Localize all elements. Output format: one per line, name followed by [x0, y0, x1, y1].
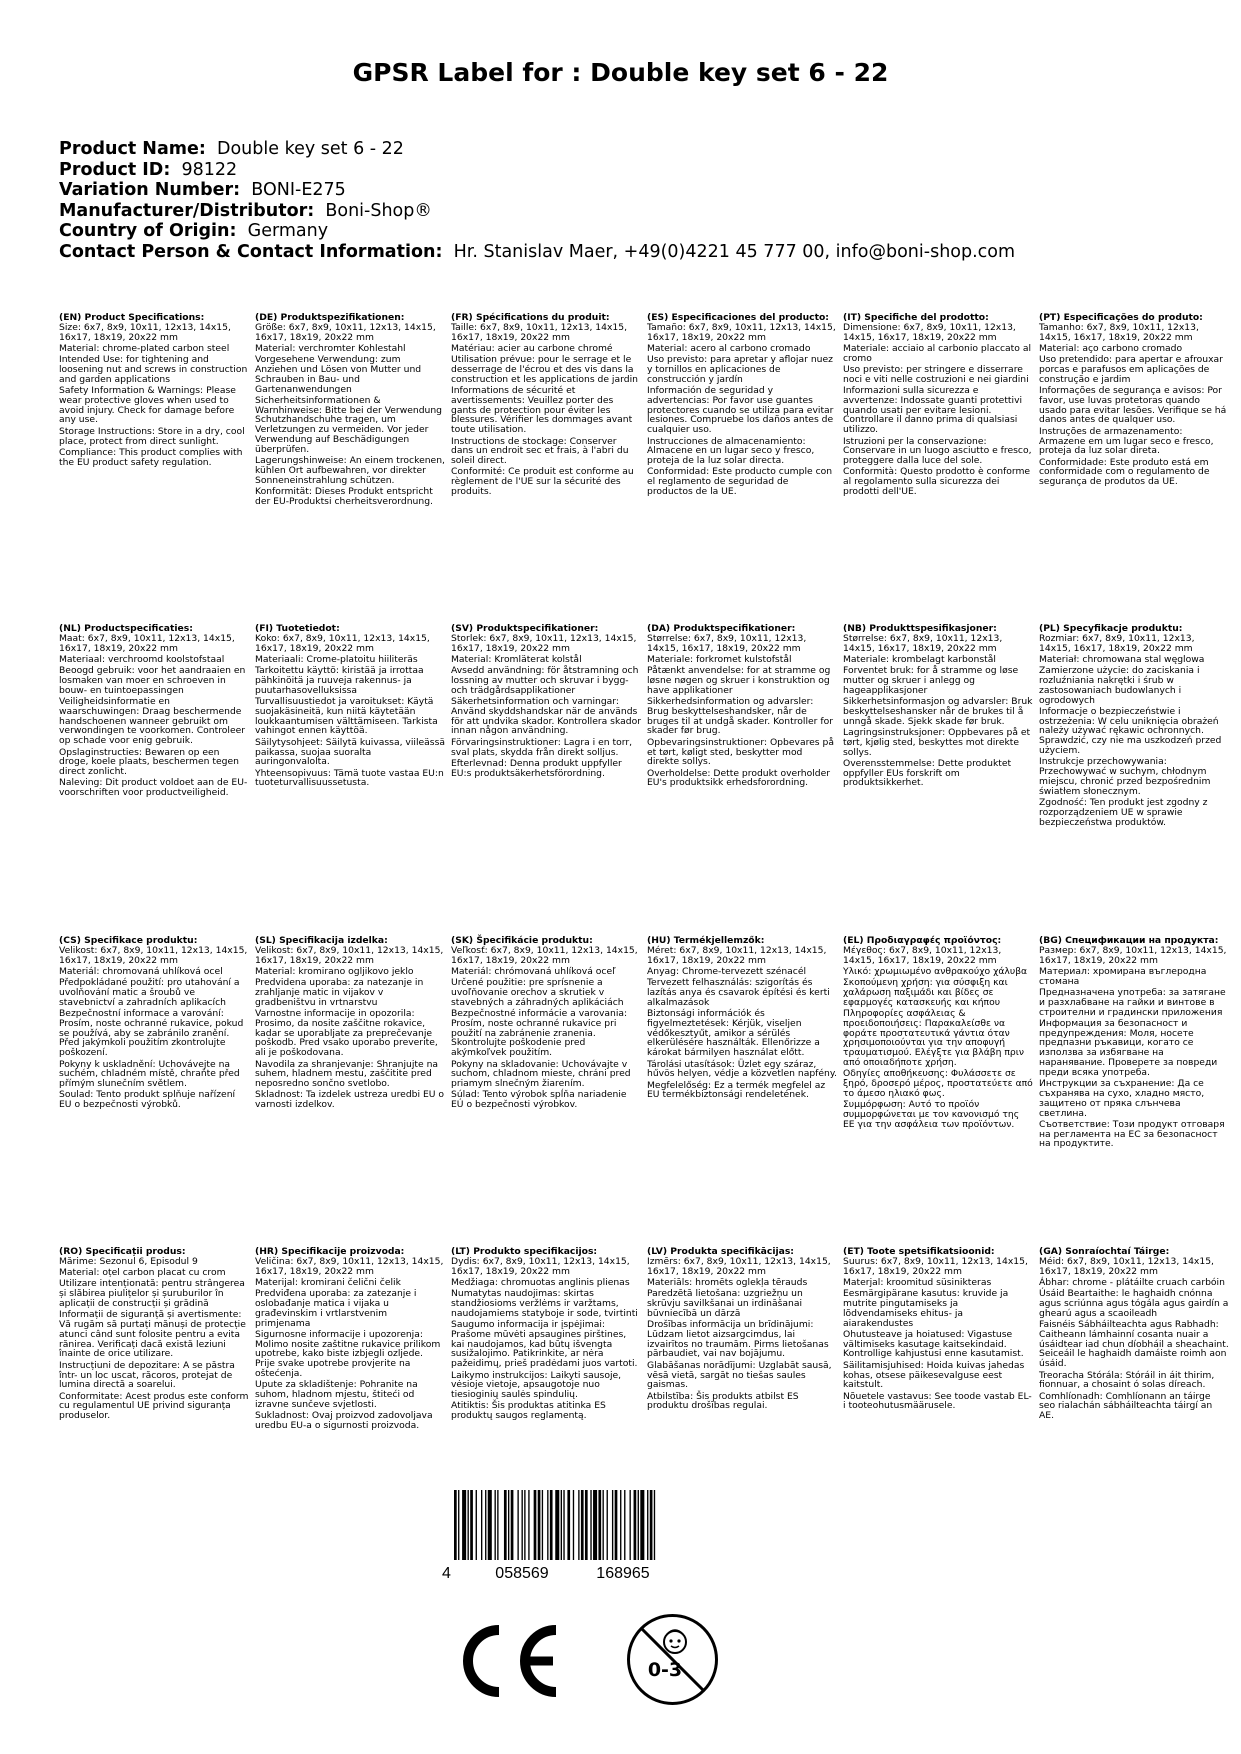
spec-paragraph: Информация за безопасност и предупреждения: Моля, носете предпазни ръкавици, когато се използва за избягване на наранявание. Проверете за повреди преди всяка употреба.	[1039, 1017, 1218, 1078]
spec-paragraph: Naleving: Dit product voldoet aan de EU-voorschriften voor productveiligheid.	[59, 777, 248, 799]
spec-paragraph: Predvidena uporaba: za natezanje in zrahljanje matic in vijakov v gradbeništvu in vrtnarstvu	[255, 977, 424, 1008]
product-info	[59, 139, 1015, 262]
barcode-bar	[481, 1490, 482, 1560]
spec-paragraph: Konformität: Dieses Produkt entspricht der EU-Produktsi cherheitsverordnung.	[255, 486, 433, 507]
spec-paragraph: Glabāšanas norādījumi: Uzglabāt sausā, vēsā vietā, sargāt no tiešas saules gaismas.	[647, 1359, 832, 1391]
spec-paragraph: Sikkerhetsinformasjon og advarsler: Bruk beskyttelseshansker når de brukes til å unngå skade. Sjekk skade før bruk.	[843, 696, 1033, 727]
barcode-bar	[468, 1490, 469, 1560]
spec-block	[255, 1247, 445, 1432]
spec-paragraph: Bezpečnostné informácie a varovania: Prosím, noste ochranné rukavice pri použití na zabránenie zranenia. Skontrolujte poškodenie pred akýmkoľvek použitím.	[451, 1008, 628, 1059]
spec-block	[59, 1247, 249, 1423]
spec-paragraph: Material: Kromläterat kolstål	[451, 653, 582, 665]
barcode-bar	[590, 1490, 591, 1560]
spec-paragraph: Materiale: forkromet kulstofstål	[647, 653, 792, 665]
info-label: Product Name:	[59, 139, 206, 159]
spec-paragraph: Materiál: chromovaná uhlíková ocel	[59, 965, 223, 977]
spec-paragraph: Μέγεθος: 6x7, 8x9, 10x11, 12x13, 14x15, 16x17, 18x19, 20x22 mm	[843, 944, 1002, 966]
spec-paragraph: Méid: 6x7, 8x9, 10x11, 12x13, 14x15, 16x17, 18x19, 20x22 mm	[1039, 1255, 1214, 1277]
spec-paragraph: Paredzētā lietošana: uzgriežņu un skrūvju savilkšanai un irdināšanai būvniecībā un dārzā	[647, 1288, 803, 1319]
spec-paragraph: Uso pretendido: para apertar e afrouxar porcas e parafusos em aplicações de construção e jardim	[1039, 354, 1223, 385]
spec-paragraph: Размер: 6x7, 8x9, 10x11, 12x13, 14x15, 16x17, 18x19, 20x22 mm	[1039, 944, 1227, 966]
info-label: Contact Person & Contact Information:	[59, 241, 443, 262]
spec-heading: (NB) Produkttspesifikasjoner:	[843, 623, 997, 634]
info-product-name	[59, 139, 1015, 160]
spec-paragraph: Lagerungshinweise: An einem trockenen, kühlen Ort aufbewahren, vor direkter Sonneneinstrahlung schützen.	[255, 455, 445, 486]
spec-block	[1039, 936, 1229, 1151]
spec-heading: (RO) Specificații produs:	[59, 1246, 186, 1257]
info-label: Product ID:	[59, 159, 171, 180]
spec-block	[647, 624, 837, 790]
spec-paragraph: Tárolási utasítások: Üzlet egy száraz, hűvös helyen, védje a közvetlen napfény.	[647, 1058, 837, 1080]
barcode-bar	[581, 1490, 584, 1560]
spec-paragraph: Instrukcje przechowywania: Przechowywać w suchym, chłodnym miejscu, chronić przed bezpośrednim światłem słonecznym.	[1039, 756, 1211, 797]
info-manufacturer	[59, 201, 1015, 222]
barcode-bar	[550, 1490, 553, 1560]
spec-paragraph: Instructions de stockage: Conserver dans un endroit sec et frais, à l'abri du soleil direct.	[451, 435, 629, 467]
spec-paragraph: Taille: 6x7, 8x9, 10x11, 12x13, 14x15, 16x17, 18x19, 20x22 mm	[451, 321, 628, 343]
barcode-bar	[497, 1490, 498, 1560]
spec-paragraph: Material: verchromter Kohlestahl	[255, 342, 406, 354]
spec-paragraph: Maat: 6x7, 8x9, 10x11, 12x13, 14x15, 16x17, 18x19, 20x22 mm	[59, 632, 235, 654]
spec-paragraph: Laikymo instrukcijos: Laikyti sausoje, vėsioje vietoje, apsaugotoje nuo tiesioginių saulės spindulių.	[451, 1369, 622, 1401]
spec-paragraph: Medžiaga: chromuotas anglinis plienas	[451, 1276, 630, 1288]
info-label: Country of Origin:	[59, 221, 237, 241]
spec-heading: (ET) Toote spetsifikatsioonid:	[843, 1246, 995, 1257]
spec-paragraph: Инструкции за съхранение: Да се съхранява на сухо, хладно място, защитено от пряка слънчева светлина.	[1039, 1078, 1205, 1119]
age-warning-label: 0-3	[647, 1659, 683, 1681]
spec-heading: (SK) Špecifikácie produktu:	[451, 935, 593, 946]
spec-block	[255, 313, 445, 508]
spec-paragraph: Izmērs: 6x7, 8x9, 10x11, 12x13, 14x15, 16x17, 18x19, 20x22 mm	[647, 1255, 831, 1277]
spec-paragraph: Veľkosť: 6x7, 8x9, 10x11, 12x13, 14x15, 16x17, 18x19, 20x22 mm	[451, 944, 638, 966]
barcode-bar	[485, 1490, 486, 1560]
spec-paragraph: Utilizare intenționată: pentru strângerea și slăbirea piulițelor și șuruburilor în aplicații de construcții și grădină	[59, 1278, 245, 1309]
spec-paragraph: Saugumo informacija ir įspėjimai: Prašome mūvėti apsaugines pirštines, kai naudojamos, kad būtų išvengta susižalojimo. Patikrinkite, ar nėra pažeidimų, prieš pradėdami juos vartoti.	[451, 1319, 638, 1370]
barcode-bar	[624, 1490, 625, 1560]
spec-heading: (FR) Spécifications du produit:	[451, 312, 610, 323]
spec-paragraph: Conformitate: Acest produs este conform cu regulamentul UE privind siguranța produselor.	[59, 1390, 249, 1422]
spec-paragraph: Úsáid Beartaithe: le haghaidh cnónna agus scriúnna agus tógála agus gairdín a ghearú agus a scaoileadh	[1039, 1288, 1229, 1319]
spec-paragraph: Eesmärgipärane kasutus: kruvide ja mutrite pingutamiseks ja lõdvendamiseks ehitus- ja aiarakendustes	[843, 1288, 1009, 1329]
barcode-bar	[542, 1490, 543, 1560]
spec-heading: (PL) Specyfikacje produktu:	[1039, 623, 1183, 634]
spec-paragraph: Opslaginstructies: Bewaren op een droge, koele plaats, beschermen tegen direct zonlicht.	[59, 746, 239, 778]
spec-paragraph: Beoogd gebruik: voor het aandraaien en losmaken van moer en schroeven in bouw- en tuintoepassingen	[59, 665, 246, 696]
spec-paragraph: Nõuetele vastavus: See toode vastab EL-i tooteohutusmäärusele.	[843, 1390, 1032, 1412]
spec-paragraph: Предназначена употреба: за затягане и разхлабване на гайки и винтове в строителни и градински приложения	[1039, 986, 1226, 1018]
ean-barcode	[440, 1490, 713, 1585]
spec-block	[647, 1247, 837, 1413]
barcode-bar	[524, 1490, 525, 1560]
info-value: Double key set 6 - 22	[217, 139, 404, 159]
spec-block	[843, 936, 1033, 1131]
spec-block	[451, 313, 641, 498]
spec-paragraph: Størrelse: 6x7, 8x9, 10x11, 12x13, 14x15, 16x17, 18x19, 20x22 mm	[647, 632, 807, 654]
spec-paragraph: Yhteensopivuus: Tämä tuote vastaa EU:n tuoteturvallisuussetusta.	[255, 767, 444, 789]
barcode-bar	[634, 1490, 637, 1560]
barcode-bar	[534, 1490, 537, 1560]
spec-paragraph: Ábhar: chrome - plátáilte cruach carbóin	[1039, 1276, 1225, 1288]
spec-heading: (HU) Termékjellemzők:	[647, 935, 765, 946]
spec-block	[843, 1247, 1033, 1413]
spec-paragraph: Υλικό: χρωμιωμένο ανθρακούχο χάλυβα	[843, 965, 1028, 977]
spec-paragraph: Predviđena uporaba: za zatezanje i oslobađanje matica i vijaka u građevinskim i vrtlarstvenim primjenama	[255, 1288, 417, 1329]
spec-heading: (EN) Product Specifications:	[59, 312, 205, 323]
spec-paragraph: Sikkerhedsinformation og advarsler: Brug beskyttelseshandsker, når de bruges til at undgå skader. Kontroller for skader før brug.	[647, 696, 833, 737]
spec-paragraph: Instrucciones de almacenamiento: Almacene en un lugar seco y fresco, proteja de la luz solar directa.	[647, 435, 815, 467]
barcode-bar	[567, 1490, 570, 1560]
barcode-digits-middle: 058569	[495, 1565, 549, 1582]
spec-heading: (BG) Спецификации на продукта:	[1039, 935, 1219, 946]
barcode-bar	[488, 1490, 492, 1560]
barcode-bar	[563, 1490, 564, 1560]
spec-paragraph: Съответствие: Този продукт отговаря на регламента на ЕС за безопасност на продуктите.	[1039, 1118, 1225, 1150]
barcode-bar	[508, 1490, 509, 1560]
spec-paragraph: Material: kromirano ogljikovo jeklo	[255, 965, 414, 977]
spec-paragraph: Conformité: Ce produit est conforme au règlement de l'UE sur la sécurité des produits.	[451, 466, 634, 498]
spec-paragraph: Velikost: 6x7, 8x9, 10x11, 12x13, 14x15, 16x17, 18x19, 20x22 mm	[59, 944, 248, 966]
spec-paragraph: Materiál: chrómovaná uhlíková oceľ	[451, 965, 616, 977]
spec-block	[59, 624, 249, 800]
info-value: Boni-Shop®	[325, 200, 432, 221]
barcode-bar	[454, 1490, 457, 1560]
spec-paragraph: Material: acero al carbono cromado	[647, 342, 811, 354]
barcode-bar	[528, 1490, 529, 1560]
spec-paragraph: Avsedd användning: för åtstramning och lossning av mutter och skruvar i bygg- och trädgårdsapplikationer	[451, 665, 639, 696]
spec-heading: (LV) Produkta specifikācijas:	[647, 1246, 794, 1257]
spec-paragraph: Informacje o bezpieczeństwie i ostrzeżenia: W celu uniknięcia obrażeń należy używać rękawic ochronnych. Sprawdzić, czy nie ma uszkodzeń przed użyciem.	[1039, 705, 1222, 757]
info-value: Germany	[247, 221, 329, 241]
spec-paragraph: Dimensione: 6x7, 8x9, 10x11, 12x13, 14x15, 16x17, 18x19, 20x22 mm	[843, 321, 1016, 343]
spec-paragraph: Säilytysohjeet: Säilytä kuivassa, viileässä paikassa, suojaa suoralta auringonvalolta.	[255, 736, 446, 768]
spec-paragraph: Biztonsági információk és figyelmeztetések: Kérjük, viseljen védőkesztyűt, amikor a sérülés elkerülésére használták. Ellenőrizze a károkat bármilyen használat előtt.	[647, 1008, 820, 1059]
barcode-bar	[522, 1490, 523, 1560]
spec-paragraph: Instrucțiuni de depozitare: A se păstra într- un loc uscat, răcoros, protejat de lumina directă a soarelui.	[59, 1359, 235, 1391]
barcode-bar	[630, 1490, 631, 1560]
spec-paragraph: Ohutusteave ja hoiatused: Vigastuse vältimiseks kasutage kaitsekindaid. Kontrollige kahjustusi enne kasutamist.	[843, 1328, 1024, 1360]
spec-block	[255, 624, 445, 790]
spec-heading: (DA) Produktspecifikationer:	[647, 623, 796, 634]
spec-paragraph: Información de seguridad y advertencias: Por favor use guantes protectores cuando se utiliza para evitar lesiones. Compruebe los daños antes de cualquier uso.	[647, 385, 834, 436]
spec-paragraph: Tervezett felhasználás: szigorítás és lazítás anya és csavarok építési és kerti alkalmazások	[647, 977, 830, 1008]
spec-heading: (GA) Sonraíochtaí Táirge:	[1039, 1246, 1170, 1257]
spec-paragraph: Οδηγίες αποθήκευσης: Φυλάσσετε σε ξηρό, δροσερό μέρος, προστατεύετε από το άμεσο ηλιακό φως.	[843, 1068, 1033, 1099]
spec-paragraph: Soulad: Tento produkt splňuje nařízení EU o bezpečnosti výrobků.	[59, 1089, 236, 1111]
spec-paragraph: Material: aço carbono cromado	[1039, 342, 1183, 354]
spec-block	[451, 936, 641, 1112]
spec-paragraph: Tamanho: 6x7, 8x9, 10x11, 12x13, 14x15, 16x17, 18x19, 20x22 mm	[1039, 321, 1199, 343]
spec-heading: (FI) Tuotetiedot:	[255, 623, 340, 634]
spec-paragraph: Størrelse: 6x7, 8x9, 10x11, 12x13, 14x15, 16x17, 18x19, 20x22 mm	[843, 632, 1003, 654]
spec-paragraph: Rozmiar: 6x7, 8x9, 10x11, 12x13, 14x15, 16x17, 18x19, 20x22 mm	[1039, 632, 1195, 654]
spec-paragraph: Megfelelőség: Ez a termék megfelel az EU termékbiztonsági rendeletének.	[647, 1079, 826, 1101]
barcode-bar	[476, 1490, 477, 1560]
spec-paragraph: Sicherheitsinformationen & Warnhinweise: Bitte bei der Verwendung Schutzhandschuhe tragen, um Verletzungen zu vermeiden. Vor jeder Verwendung auf Beschädigungen überprüfen.	[255, 394, 443, 455]
barcode-bar	[585, 1490, 588, 1560]
barcode-bar	[504, 1490, 507, 1560]
spec-heading: (NL) Productspecificaties:	[59, 623, 193, 634]
spec-paragraph: Veiligheidsinformatie en waarschuwingen: Draag beschermende handschoenen wanneer gebruikt om verwondingen te voorkomen. Controleer op schade voor enig gebruik.	[59, 696, 246, 747]
spec-paragraph: Turvallisuustiedot ja varoitukset: Käytä suojakäsineitä, kun niitä käytetään loukkaantumisen välttämiseen. Tarkista vahingot ennen käyttöä.	[255, 696, 438, 737]
spec-paragraph: Sigurnosne informacije i upozorenja: Molimo nosite zaštitne rukavice prilikom upotrebe, kako biste izbjegli ozljede. Prije svake upotrebe provjerite na oštećenja.	[255, 1328, 441, 1380]
spec-paragraph: Sukladnost: Ovaj proizvod zadovoljava uredbu EU-a o sigurnosti proizvoda.	[255, 1410, 433, 1432]
spec-paragraph: Uso previsto: per stringere e disserrare noci e viti nelle costruzioni e nei giardini	[843, 363, 1029, 385]
barcode-bar	[598, 1490, 601, 1560]
spec-paragraph: Navodila za shranjevanje: Shranjujte na suhem, hladnem mestu, zaščitite pred neposredno sončno svetlobo.	[255, 1058, 439, 1090]
spec-paragraph: Faisnéis Sábháilteachta agus Rabhadh: Caitheann lámhainní cosanta nuair a úsáidtear iad chun díobháil a sheachaint. Seiceáil le haghaidh damáiste roimh aon úsáid.	[1039, 1319, 1229, 1370]
spec-paragraph: Dydis: 6x7, 8x9, 10x11, 12x13, 14x15, 16x17, 18x19, 20x22 mm	[451, 1255, 630, 1277]
spec-paragraph: Σκοπούμενη χρήση: για σύσφιξη και χαλάρωση παξιμάδι και βίδες σε εφαρμογές κατασκευής και κήπου	[843, 977, 1008, 1008]
spec-heading: (IT) Specifiche del prodotto:	[843, 312, 989, 323]
spec-block	[647, 313, 837, 498]
spec-paragraph: Materiaal: verchroomd koolstofstaal	[59, 653, 225, 665]
barcode-bar	[462, 1490, 466, 1560]
spec-paragraph: Pokyny na skladovanie: Uchovávajte v suchom, chladnom mieste, chráni pred priamym slnečným žiarením.	[451, 1058, 631, 1090]
barcode-bar	[620, 1490, 621, 1560]
spec-paragraph: Velikost: 6x7, 8x9, 10x11, 12x13, 14x15, 16x17, 18x19, 20x22 mm	[255, 944, 444, 966]
spec-heading: (LT) Produkto specifikacijos:	[451, 1246, 598, 1257]
spec-paragraph: Atitiktis: Šis produktas atitinka ES produktų saugos reglamentą.	[451, 1400, 606, 1422]
spec-paragraph: Varnostne informacije in opozorila: Prosimo, da nosite zaščitne rokavice, kadar se uporabljate za preprečevanje poškodb. Pred vsako uporabo preverite, ali je poškodovana.	[255, 1008, 438, 1059]
spec-paragraph: Treoracha Stórála: Stóráil in áit thirim, fionnuar, a chosaint ó solas díreach.	[1039, 1369, 1215, 1391]
barcode-digits-right: 168965	[596, 1565, 650, 1582]
barcode-bar	[511, 1490, 514, 1560]
spec-paragraph: Säilitamisjuhised: Hoida kuivas jahedas kohas, otsese päikesevalguse eest kaitstult.	[843, 1359, 1025, 1391]
spec-block	[451, 624, 641, 780]
barcode-bar	[547, 1490, 548, 1560]
spec-paragraph: Informations de sécurité et avertissements: Veuillez porter des gants de protection pour éviter les blessures. Vérifier les dommages avant toute utilisation.	[451, 385, 633, 436]
spec-paragraph: Koko: 6x7, 8x9, 10x11, 12x13, 14x15, 16x17, 18x19, 20x22 mm	[255, 632, 430, 654]
spec-paragraph: Πληροφορίες ασφάλειας & προειδοποιήσεις: Παρακαλείσθε να φοράτε προστατευτικά γάντια όταν χρησιμοποιούνται για την αποφυγή τραυματισμού. Ελέγξτε για βλάβη πριν από οποιαδήποτε χρήση.	[843, 1008, 1025, 1069]
spec-paragraph: Mărime: Sezonul 6, Episodul 9	[59, 1255, 198, 1267]
spec-paragraph: Overensstemmelse: Dette produktet oppfyller EUs forskrift om produktsikkerhet.	[843, 757, 1012, 789]
barcode-digit-left: 4	[442, 1565, 451, 1582]
barcode-bar	[640, 1490, 644, 1560]
spec-paragraph: Lagringsinstruksjoner: Oppbevares på et tørt, kjølig sted, beskyttes mot direkte sollys.	[843, 726, 1031, 758]
spec-paragraph: Compliance: This product complies with the EU product safety regulation.	[59, 446, 243, 468]
spec-paragraph: Skladnost: Ta izdelek ustreza uredbi EU o varnosti izdelkov.	[255, 1089, 445, 1111]
barcode-bar	[603, 1490, 604, 1560]
spec-paragraph: Informações de segurança e avisos: Por favor, use luvas protetoras quando usado para evitar lesões. Verifique se há danos antes de qualquer uso.	[1039, 385, 1227, 426]
spec-paragraph: Suurus: 6x7, 8x9, 10x11, 12x13, 14x15, 16x17, 18x19, 20x22 mm	[843, 1255, 1028, 1277]
barcode-bar	[654, 1490, 655, 1560]
barcode-bar	[650, 1490, 653, 1560]
spec-paragraph: Conformidad: Este producto cumple con el reglamento de seguridad de productos de la UE.	[647, 466, 833, 498]
spec-block	[255, 936, 445, 1112]
spec-heading: (CS) Specifikace produktu:	[59, 935, 198, 946]
spec-paragraph: Atbilstība: Šis produkts atbilst ES produktu drošības regulai.	[647, 1390, 799, 1412]
spec-paragraph: Storlek: 6x7, 8x9, 10x11, 12x13, 14x15, 16x17, 18x19, 20x22 mm	[451, 632, 637, 654]
spec-paragraph: Größe: 6x7, 8x9, 10x11, 12x13, 14x15, 16x17, 18x19, 20x22 mm	[255, 321, 436, 343]
barcode-bar	[561, 1490, 562, 1560]
spec-paragraph: Určené použitie: pre sprísnenie a uvoľňovanie orechov a skrutiek v stavebných a záhradných aplikáciách	[451, 977, 624, 1008]
spec-paragraph: Overholdelse: Dette produkt overholder EU's produktsikk erhedsforordning.	[647, 767, 831, 789]
spec-paragraph: Utilisation prévue: pour le serrage et le desserrage de l'écrou et des vis dans la construction et les applications de jardin	[451, 354, 638, 385]
spec-block	[843, 313, 1033, 498]
barcode-bar	[458, 1490, 459, 1560]
page-title: GPSR Label for : Double key set 6 - 22	[352, 58, 889, 87]
barcode-bar	[578, 1490, 579, 1560]
spec-paragraph: Anyag: Chrome-tervezett szénacél	[647, 965, 807, 977]
spec-heading: (SV) Produktspecifikationer:	[451, 623, 599, 634]
spec-paragraph: Súlad: Tento výrobok spĺňa nariadenie EÚ o bezpečnosti výrobkov.	[451, 1089, 627, 1111]
spec-paragraph: Förvaringsinstruktioner: Lagra i en torr, sval plats, skydda från direkt solljus.	[451, 736, 633, 758]
spec-heading: (DE) Produktspezifikationen:	[255, 312, 405, 323]
barcode-bar	[470, 1490, 473, 1560]
spec-heading: (SL) Specifikacija izdelka:	[255, 935, 388, 946]
spec-paragraph: Upute za skladištenje: Pohranite na suhom, hladnom mjestu, štiteći od izravne sunčeve svjetlosti.	[255, 1379, 418, 1410]
barcode-bar	[612, 1490, 613, 1560]
spec-paragraph: Materiale: acciaio al carbonio placcato al cromo	[843, 342, 1032, 364]
spec-paragraph: Instruções de armazenamento: Armazene em um lugar seco e fresco, proteja da luz solar direta.	[1039, 425, 1214, 457]
spec-paragraph: Informazioni sulla sicurezza e avvertenze: Indossate guanti protettivi quando usati per evitare lesioni. Controllare il danno prima di qualsiasi utilizzo.	[843, 385, 1023, 436]
info-value: Hr. Stanislav Maer, +49(0)4221 45 777 00, info@boni-shop.com	[453, 241, 1016, 262]
spec-paragraph: Conformità: Questo prodotto è conforme al regolamento sulla sicurezza dei prodotti dell'UE.	[843, 466, 1031, 498]
barcode-bar	[647, 1490, 648, 1560]
spec-heading: (PT) Especificações do produto:	[1039, 312, 1203, 323]
spec-block	[843, 624, 1033, 790]
spec-paragraph: Tarkoitettu käyttö: kiristää ja irrottaa pähkinöitä ja ruuveja rakennus- ja puutarhasovelluksissa	[255, 665, 424, 696]
barcode-bar	[495, 1490, 496, 1560]
info-label: Variation Number:	[59, 180, 241, 200]
spec-paragraph: Συμμόρφωση: Αυτό το προϊόν συμμορφώνεται με τον κανονισμό της ΕΕ για την ασφάλεια των προϊόντων.	[843, 1099, 1020, 1130]
spec-paragraph: Materjal: kroomitud süsinikteras	[843, 1276, 992, 1288]
spec-paragraph: Materiaali: Crome-platoitu hiiliteräs	[255, 653, 418, 665]
spec-paragraph: Materiāls: hromēts oglekļa tērauds	[647, 1276, 808, 1288]
info-value: BONI-E275	[251, 180, 346, 200]
barcode-bar	[555, 1490, 559, 1560]
barcode-bar	[573, 1490, 574, 1560]
spec-paragraph: Matériau: acier au carbone chromé	[451, 342, 613, 354]
spec-block	[1039, 1247, 1229, 1423]
spec-paragraph: Säkerhetsinformation och varningar: Använd skyddshandskar när de används för att undvika skador. Kontrollera skador innan någon användning.	[451, 696, 641, 737]
spec-paragraph: Předpokládané použití: pro utahování a uvolňování matic a šroubů ve stavebnictví a zahradních aplikacích	[59, 977, 240, 1008]
spec-paragraph: Materijal: kromirani čelični čelik	[255, 1276, 401, 1288]
spec-paragraph: Bezpečnostní informace a varování: Prosím, noste ochranné rukavice, pokud se používá, aby se zabránilo zranění. Před jakýmkoli použitím zkontrolujte poškození.	[59, 1008, 244, 1059]
barcode-bar	[517, 1490, 518, 1560]
spec-paragraph: Vorgesehene Verwendung: zum Anziehen und Lösen von Mutter und Schrauben in Bau- und Gartenanwendungen	[255, 354, 422, 395]
spec-block	[59, 313, 249, 469]
info-value: 98122	[181, 159, 238, 180]
spec-block	[451, 1247, 641, 1423]
spec-paragraph: Istruzioni per la conservazione: Conservare in un luogo asciutto e fresco, proteggere dalla luce del sole.	[843, 435, 1032, 467]
spec-paragraph: Comhlíonadh: Comhlíonann an táirge seo rialachán sábháilteachta táirgí an AE.	[1039, 1390, 1213, 1422]
spec-paragraph: Tamaño: 6x7, 8x9, 10x11, 12x13, 14x15, 16x17, 18x19, 20x22 mm	[647, 321, 836, 343]
spec-block	[59, 936, 249, 1112]
spec-paragraph: Conformidade: Este produto está em conformidade com o regulamento de segurança de produtos da UE.	[1039, 456, 1210, 488]
spec-paragraph: Size: 6x7, 8x9, 10x11, 12x13, 14x15, 16x17, 18x19, 20x22 mm	[59, 321, 231, 343]
spec-paragraph: Veličina: 6x7, 8x9, 10x11, 12x13, 14x15, 16x17, 18x19, 20x22 mm	[255, 1255, 444, 1277]
spec-paragraph: Pokyny k uskladnění: Uchovávejte na suchém, chladném místě, chraňte před přímým slunečním světlem.	[59, 1058, 240, 1090]
spec-paragraph: Safety Information & Warnings: Please wear protective gloves when used to avoid injury. Check for damage before any use.	[59, 385, 236, 426]
ce-mark-icon	[455, 1622, 565, 1700]
spec-paragraph: Материал: хромирана въглеродна стомана	[1039, 965, 1207, 987]
spec-paragraph: Uso previsto: para apretar y aflojar nuez y tornillos en aplicaciones de construcción y jardín	[647, 354, 833, 385]
spec-paragraph: Materiale: krombelagt karbonstål	[843, 653, 996, 665]
spec-paragraph: Informații de siguranță și avertismente: Vă rugăm să purtați mănuși de protecție atunci când sunt folosite pentru a evita rănirea. Verificați dacă există leziuni înainte de orice utilizare.	[59, 1309, 246, 1360]
barcode-bar	[638, 1490, 639, 1560]
spec-paragraph: Storage Instructions: Store in a dry, cool place, protect from direct sunlight.	[59, 425, 245, 447]
spec-paragraph: Material: oțel carbon placat cu crom	[59, 1267, 226, 1279]
spec-paragraph: Påtænkt anvendelse: for at stramme og løsne nøgen og skruer i konstruktion og have applikationer	[647, 665, 831, 696]
spec-paragraph: Numatytas naudojimas: skirtas standžiosioms veržlėms ir varžtams, naudojamiems statyboje ir sode, tvirtinti	[451, 1288, 638, 1319]
spec-paragraph: Material: chrome-plated carbon steel	[59, 342, 230, 354]
spec-block	[647, 936, 837, 1102]
spec-paragraph: Opbevaringsinstruktioner: Opbevares på et tørt, køligt sted, beskytter mod direkte sollys.	[647, 736, 834, 768]
info-product-id	[59, 160, 1015, 181]
barcode-bar	[615, 1490, 618, 1560]
barcode-bar	[593, 1490, 597, 1560]
info-country	[59, 221, 1015, 242]
spec-heading: (HR) Specifikacije proizvoda:	[255, 1246, 405, 1257]
spec-paragraph: Materiał: chromowana stal węglowa	[1039, 653, 1205, 665]
spec-paragraph: Zamierzone użycie: do zaciskania i rozluźniania nakrętki i śrub w zastosowaniach budowlanych i ogrodowych	[1039, 665, 1200, 706]
spec-heading: (ES) Especificaciones del producto:	[647, 312, 829, 323]
barcode-bar	[607, 1490, 608, 1560]
spec-block	[1039, 624, 1229, 829]
info-contact	[59, 242, 1015, 263]
spec-paragraph: Efterlevnad: Denna produkt uppfyller EU:s produktsäkerhetsförordning.	[451, 757, 622, 779]
spec-paragraph: Intended Use: for tightening and loosening nut and screws in construction and garden applications	[59, 354, 248, 385]
spec-paragraph: Forventet bruk: for å stramme og løse mutter og skruer i anlegg og hageapplikasjoner	[843, 665, 1019, 696]
spec-paragraph: Zgodność: Ten produkt jest zgodny z rozporządzeniem UE w sprawie bezpieczeństwa produktów.	[1039, 797, 1208, 828]
spec-paragraph: Méret: 6x7, 8x9, 10x11, 12x13, 14x15, 16x17, 18x19, 20x22 mm	[647, 944, 827, 966]
barcode-bar	[538, 1490, 541, 1560]
spec-paragraph: Drošības informācija un brīdinājumi: Lūdzam lietot aizsargcimdus, lai izvairītos no traumām. Pirms lietošanas pārbaudiet, vai nav bojājumu.	[647, 1319, 829, 1360]
spec-block	[1039, 313, 1229, 489]
info-label: Manufacturer/Distributor:	[59, 200, 315, 221]
info-variation-number	[59, 180, 1015, 201]
spec-heading: (EL) Προδιαγραφές προϊόντος:	[843, 935, 1002, 946]
age-warning-icon	[625, 1612, 720, 1707]
